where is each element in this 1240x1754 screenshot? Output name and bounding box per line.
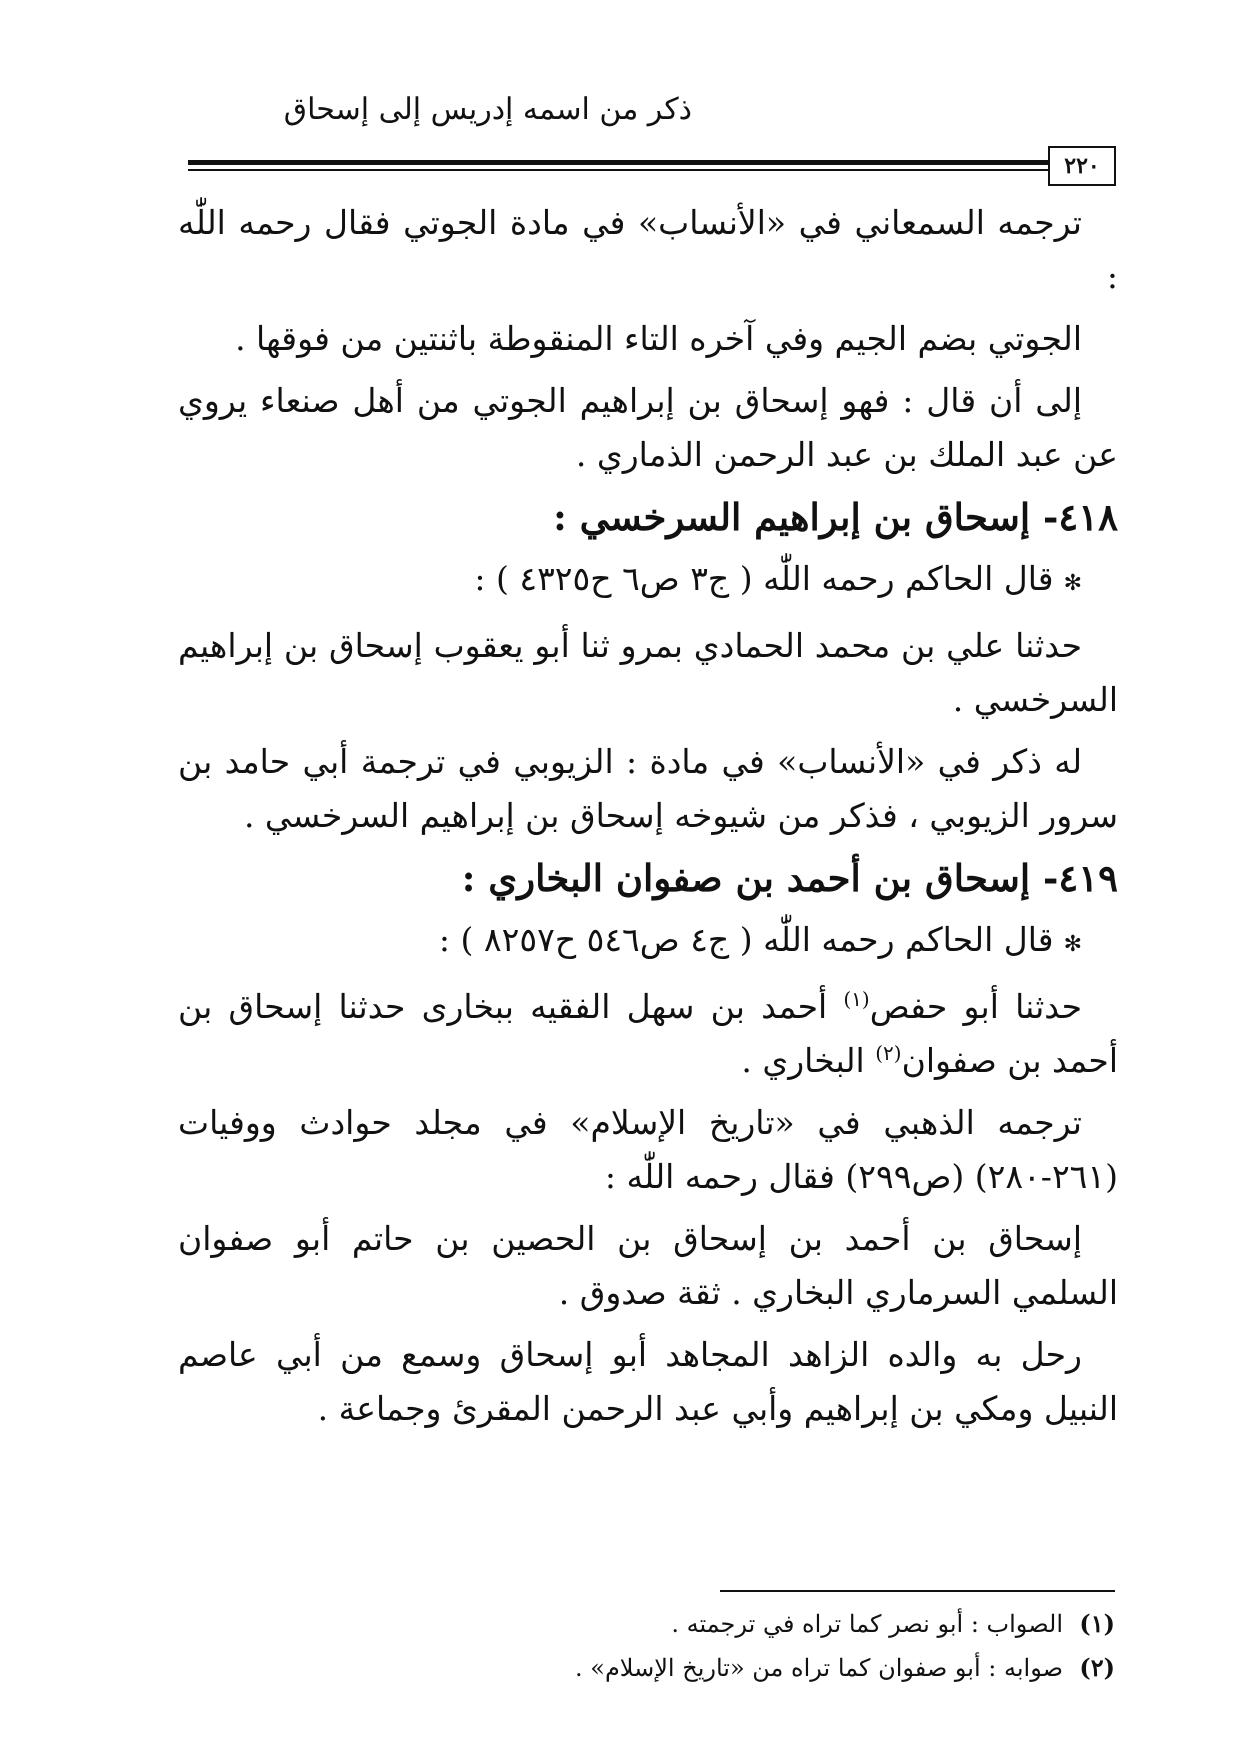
entry-418-note: له ذكر في «الأنساب» في مادة : الزيوبي في ترجمة أبي حامد بن سرور الزيوبي ، فذكر من شيوخه إسحاق بن إبراهيم السرخسي . [178, 742, 1118, 835]
paragraph-juti-identity: إلى أن قال : فهو إسحاق بن إبراهيم الجوتي من أهل صنعاء يروي عن عبد الملك بن عبد الرحمن الذماري . [178, 381, 1118, 474]
entry-419-source [178, 913, 1118, 972]
entry-419-dhahabi: ترجمه الذهبي في «تاريخ الإسلام» في مجلد حوادث ووفيات (٢٦١-٢٨٠) (ص٢٩٩) فقال رحمه اللّٰه : [178, 1103, 1118, 1196]
footnote-1 [560, 1602, 1115, 1646]
running-title: ذكر من اسمه إدريس إلى إسحاق [283, 92, 692, 127]
main-text [178, 196, 1118, 1444]
page-number: ٢٢٠ [1048, 146, 1116, 186]
footnote-text: الصواب : أبو نصر كما تراه في ترجمته . [671, 1610, 1063, 1638]
entry-419-text [178, 980, 1118, 1088]
entry-418-source-text: قال الحاكم رحمه اللّٰه ( ج٣ ص٦ ح٤٣٢٥ ) : [474, 559, 1054, 598]
header-rule-thin [188, 169, 1048, 171]
footnote-number: (١) [1079, 1609, 1115, 1638]
entry-419-bio: إسحاق بن أحمد بن إسحاق بن الحصين بن حاتم أبو صفوان السلمي السرماري البخاري . ثقة صدوق . [178, 1219, 1118, 1312]
star-icon: ✻ [1063, 571, 1082, 596]
entry-418-heading: ٤١٨- إسحاق بن إبراهيم السرخسي : [553, 495, 1118, 539]
entry-418-source [178, 552, 1118, 611]
footnotes [560, 1602, 1115, 1690]
paragraph-samani: ترجمه السمعاني في «الأنساب» في مادة الجوتي فقال رحمه اللّٰه : [178, 203, 1118, 296]
footnote-text: صوابه : أبو صفوان كما تراه من «تاريخ الإسلام» . [575, 1654, 1063, 1682]
entry-419-text-c: البخاري . [741, 1041, 876, 1080]
header-rule-thick [188, 160, 1048, 165]
paragraph-juti-definition: الجوتي بضم الجيم وفي آخره التاء المنقوطة باثنتين من فوقها . [235, 319, 1082, 358]
footnote-rule [720, 1590, 1115, 1592]
footnote-mark-1[interactable]: (١) [843, 987, 870, 1011]
star-icon: ✻ [1063, 932, 1082, 957]
entry-419-travel: رحل به والده الزاهد المجاهد أبو إسحاق وسمع من أبي عاصم النبيل ومكي بن إبراهيم وأبي عبد الرحمن المقرئ وجماعة . [178, 1335, 1118, 1428]
entry-419-text-b: أحمد بن سهل الفقيه ببخارى حدثنا إسحاق بن أحمد بن صفوان [178, 987, 1118, 1080]
entry-419-source-text: قال الحاكم رحمه اللّٰه ( ج٤ ص٥٤٦ ح٨٢٥٧ ) : [438, 920, 1054, 959]
entry-419-heading: ٤١٩- إسحاق بن أحمد بن صفوان البخاري : [461, 856, 1118, 900]
footnote-mark-2[interactable]: (٢) [875, 1041, 902, 1065]
entry-419-text-a: حدثنا أبو حفص [869, 987, 1082, 1026]
footnote-2 [560, 1646, 1115, 1690]
footnote-number: (٢) [1079, 1653, 1115, 1682]
entry-418-text: حدثنا علي بن محمد الحمادي بمرو ثنا أبو يعقوب إسحاق بن إبراهيم السرخسي . [178, 626, 1118, 719]
